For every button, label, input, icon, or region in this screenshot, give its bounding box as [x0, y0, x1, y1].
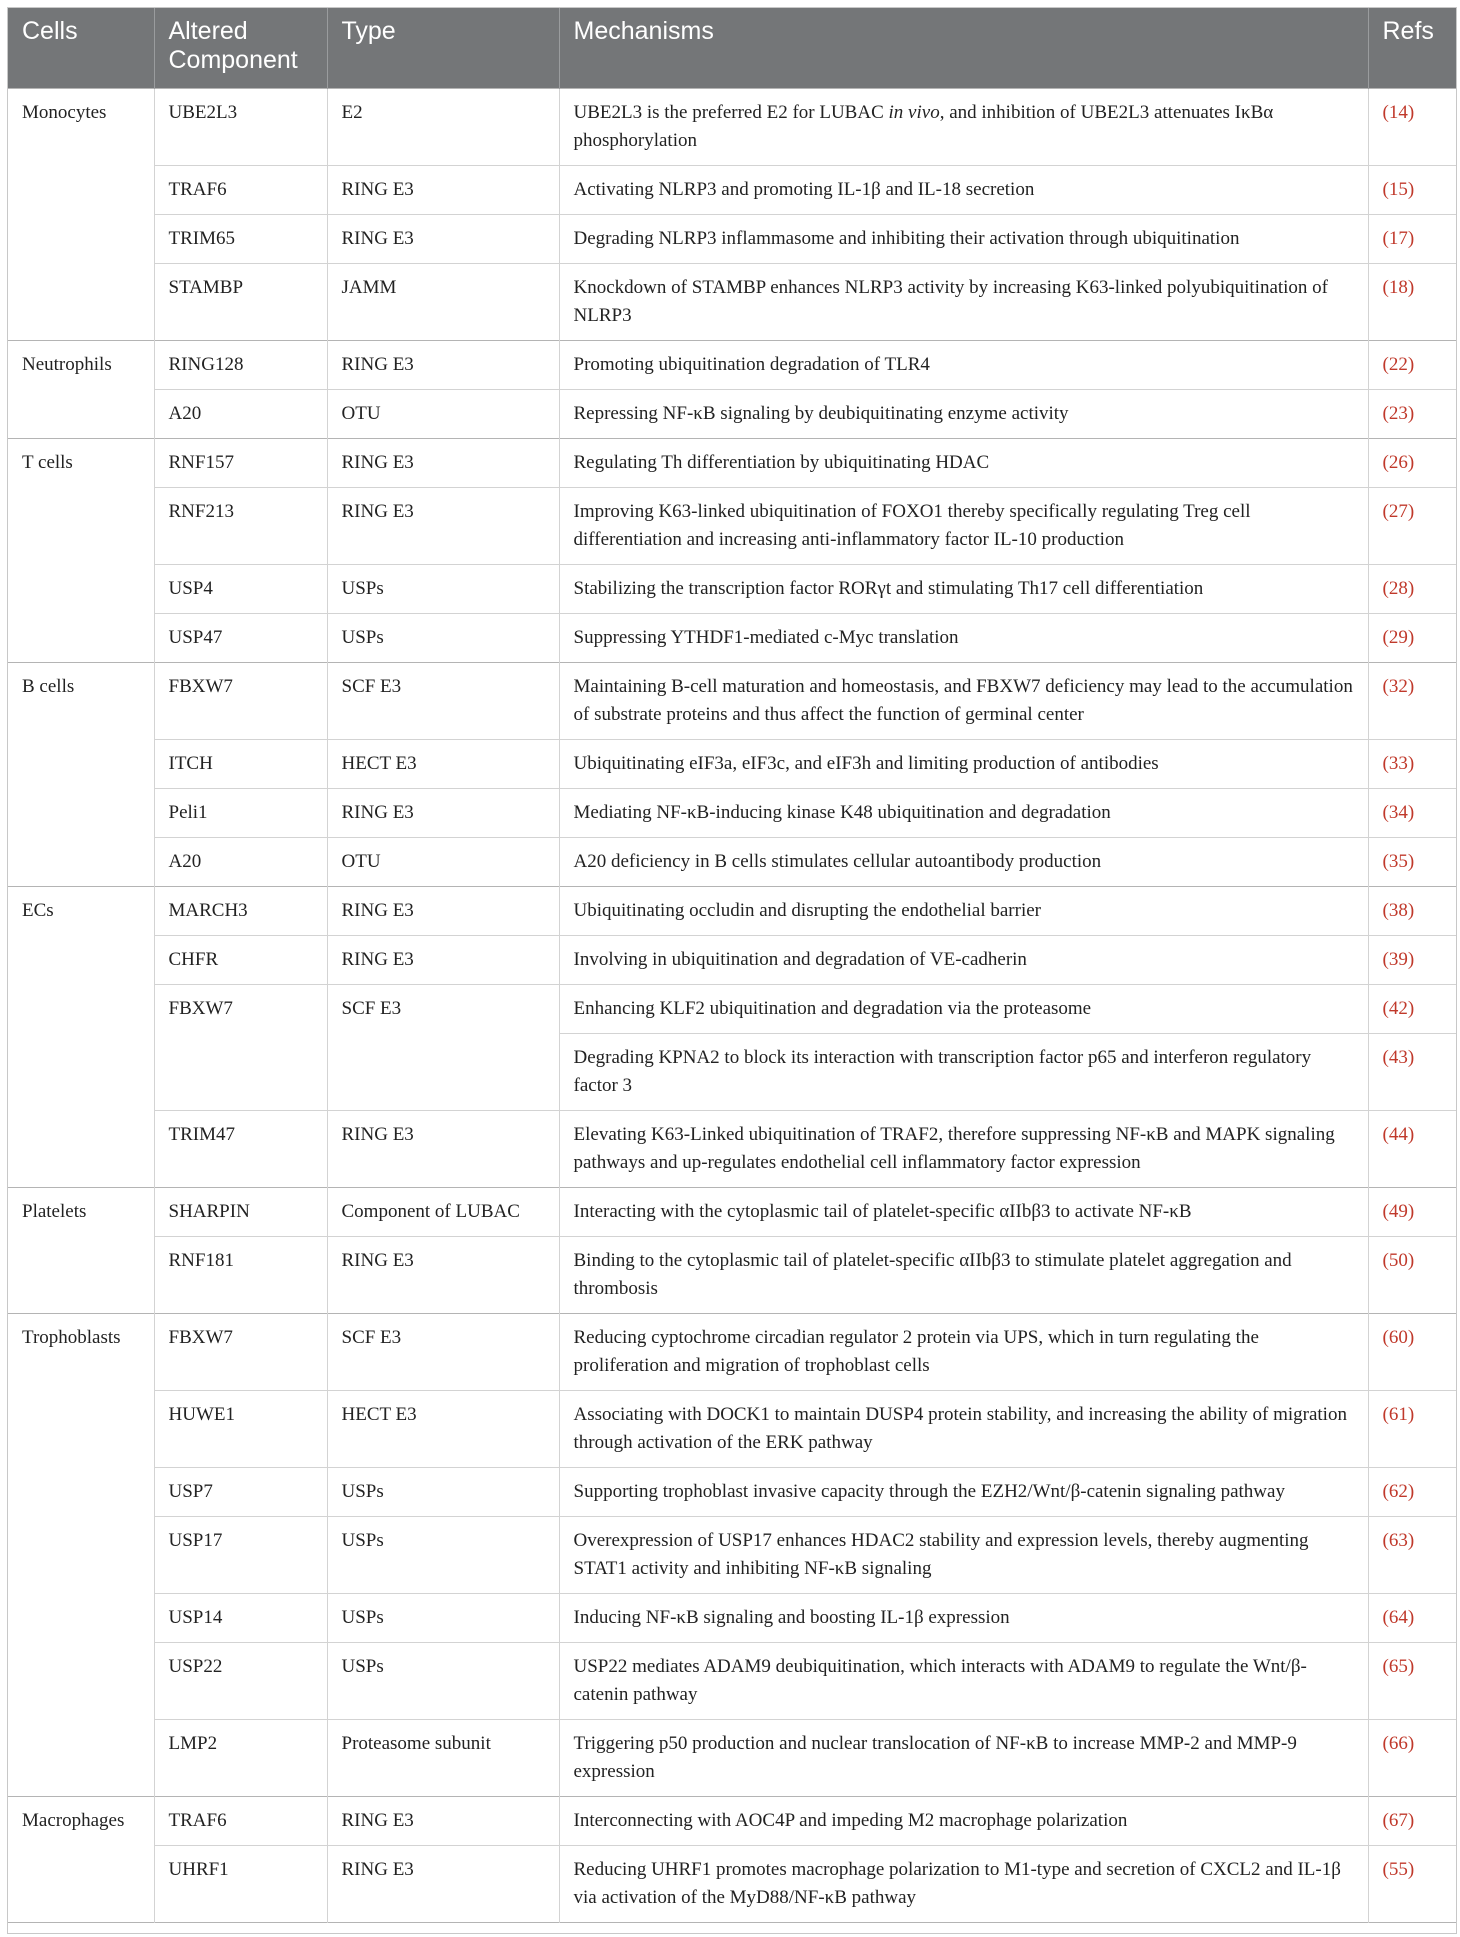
reference-link[interactable]: (17) [1368, 214, 1457, 263]
cell-type-label: T cells [8, 438, 154, 662]
altered-component: TRIM47 [154, 1110, 327, 1187]
component-type: RING E3 [327, 935, 559, 984]
altered-component: FBXW7 [154, 662, 327, 739]
reference-link[interactable]: (44) [1368, 1110, 1457, 1187]
table-row [8, 1796, 1457, 1845]
altered-component: RNF181 [154, 1236, 327, 1313]
component-type: RING E3 [327, 214, 559, 263]
component-type: HECT E3 [327, 739, 559, 788]
mechanism: Involving in ubiquitination and degradation of VE-cadherin [559, 935, 1368, 984]
component-type: OTU [327, 389, 559, 438]
reference-link[interactable]: (64) [1368, 1593, 1457, 1642]
mechanism: Supporting trophoblast invasive capacity through the EZH2/Wnt/β-catenin signaling pathway [559, 1467, 1368, 1516]
mechanism: USP22 mediates ADAM9 deubiquitination, which interacts with ADAM9 to regulate the Wnt/β-catenin pathway [559, 1642, 1368, 1719]
component-type: JAMM [327, 263, 559, 340]
table-row [8, 739, 1457, 788]
table-row [8, 1110, 1457, 1187]
mechanism: Activating NLRP3 and promoting IL-1β and IL-18 secretion [559, 165, 1368, 214]
component-type: E2 [327, 88, 559, 165]
table-row [8, 88, 1457, 165]
reference-link[interactable]: (63) [1368, 1516, 1457, 1593]
ubiquitination-table [8, 8, 1457, 1934]
component-type: SCF E3 [327, 1313, 559, 1390]
component-type: RING E3 [327, 1796, 559, 1845]
table-row [8, 1642, 1457, 1719]
altered-component: RNF157 [154, 438, 327, 487]
table-row [8, 438, 1457, 487]
reference-link[interactable]: (60) [1368, 1313, 1457, 1390]
mechanism: Repressing NF-κB signaling by deubiquitinating enzyme activity [559, 389, 1368, 438]
mechanism: Binding to the cytoplasmic tail of platelet-specific αIIbβ3 to stimulate platelet aggregation and thrombosis [559, 1236, 1368, 1313]
mechanism: Ubiquitinating eIF3a, eIF3c, and eIF3h and limiting production of antibodies [559, 739, 1368, 788]
table-row [8, 165, 1457, 214]
table-row [8, 487, 1457, 564]
reference-link[interactable]: (18) [1368, 263, 1457, 340]
header-mechanisms: Mechanisms [559, 8, 1368, 88]
altered-component: UHRF1 [154, 1845, 327, 1922]
component-type: RING E3 [327, 788, 559, 837]
mechanism: Overexpression of USP17 enhances HDAC2 stability and expression levels, thereby augmenting STAT1 activity and inhibiting NF-κB signaling [559, 1516, 1368, 1593]
altered-component: MARCH3 [154, 886, 327, 935]
table-row [8, 837, 1457, 886]
component-type: Proteasome subunit [327, 1719, 559, 1796]
table-body [8, 88, 1457, 1934]
reference-link[interactable]: (66) [1368, 1719, 1457, 1796]
table-row [8, 1467, 1457, 1516]
altered-component: FBXW7 [154, 1313, 327, 1390]
reference-link[interactable]: (50) [1368, 1236, 1457, 1313]
component-type: SCF E3 [327, 984, 559, 1110]
mechanism: Enhancing KLF2 ubiquitination and degradation via the proteasome [559, 984, 1368, 1033]
cell-type-label: Trophoblasts [8, 1313, 154, 1796]
component-type: RING E3 [327, 340, 559, 389]
reference-link[interactable]: (33) [1368, 739, 1457, 788]
altered-component: TRAF6 [154, 165, 327, 214]
table-row [8, 1187, 1457, 1236]
mechanism: Interconnecting with AOC4P and impeding M2 macrophage polarization [559, 1796, 1368, 1845]
altered-component: USP22 [154, 1642, 327, 1719]
reference-link[interactable]: (43) [1368, 1033, 1457, 1110]
mechanism: Suppressing YTHDF1-mediated c-Myc translation [559, 613, 1368, 662]
component-type: Component of LUBAC [327, 1187, 559, 1236]
altered-component: A20 [154, 837, 327, 886]
table-row [8, 564, 1457, 613]
reference-link[interactable]: (22) [1368, 340, 1457, 389]
reference-link[interactable]: (42) [1368, 984, 1457, 1033]
header-altered-component: Altered Component [154, 8, 327, 88]
mechanism: Reducing UHRF1 promotes macrophage polarization to M1-type and secretion of CXCL2 and IL-1β via activation of the MyD88/NF-κB pathway [559, 1845, 1368, 1922]
altered-component: RING128 [154, 340, 327, 389]
header-refs: Refs [1368, 8, 1457, 88]
mechanism: Promoting ubiquitination degradation of TLR4 [559, 340, 1368, 389]
table-row [8, 214, 1457, 263]
header-cells: Cells [8, 8, 154, 88]
altered-component: ITCH [154, 739, 327, 788]
component-type: USPs [327, 1516, 559, 1593]
component-type: RING E3 [327, 487, 559, 564]
altered-component: A20 [154, 389, 327, 438]
cell-type-label: Monocytes [8, 88, 154, 340]
altered-component: SHARPIN [154, 1187, 327, 1236]
table-row [8, 886, 1457, 935]
reference-link[interactable]: (14) [1368, 88, 1457, 165]
altered-component: TRAF6 [154, 1796, 327, 1845]
component-type: RING E3 [327, 1236, 559, 1313]
component-type: USPs [327, 1593, 559, 1642]
mechanism: UBE2L3 is the preferred E2 for LUBAC in vivo, and inhibition of UBE2L3 attenuates IκBα phosphorylation [559, 88, 1368, 165]
mechanism: Interacting with the cytoplasmic tail of platelet-specific αIIbβ3 to activate NF-κB [559, 1187, 1368, 1236]
table-footer-row [8, 1922, 1457, 1934]
altered-component: RNF213 [154, 487, 327, 564]
reference-link[interactable]: (65) [1368, 1642, 1457, 1719]
component-type: RING E3 [327, 1845, 559, 1922]
table-row [8, 1313, 1457, 1390]
header-type: Type [327, 8, 559, 88]
table-row [8, 1593, 1457, 1642]
component-type: RING E3 [327, 165, 559, 214]
reference-link[interactable]: (34) [1368, 788, 1457, 837]
reference-link[interactable]: (26) [1368, 438, 1457, 487]
component-type: OTU [327, 837, 559, 886]
table-row [8, 1845, 1457, 1922]
reference-link[interactable]: (28) [1368, 564, 1457, 613]
altered-component: HUWE1 [154, 1390, 327, 1467]
reference-link[interactable]: (49) [1368, 1187, 1457, 1236]
reference-link[interactable]: (32) [1368, 662, 1457, 739]
table-row [8, 662, 1457, 739]
mechanism: Maintaining B-cell maturation and homeostasis, and FBXW7 deficiency may lead to the accumulation of substrate proteins and thus affect the function of germinal center [559, 662, 1368, 739]
table-row [8, 340, 1457, 389]
mechanism: A20 deficiency in B cells stimulates cellular autoantibody production [559, 837, 1368, 886]
mechanism: Improving K63-linked ubiquitination of FOXO1 thereby specifically regulating Treg cell differentiation and increasing anti-inflammatory factor IL-10 production [559, 487, 1368, 564]
component-type: USPs [327, 1467, 559, 1516]
mechanism: Triggering p50 production and nuclear translocation of NF-κB to increase MMP-2 and MMP-9 expression [559, 1719, 1368, 1796]
table-row [8, 1390, 1457, 1467]
table-row [8, 788, 1457, 837]
cell-type-label: Macrophages [8, 1796, 154, 1922]
altered-component: TRIM65 [154, 214, 327, 263]
component-type: SCF E3 [327, 662, 559, 739]
mechanism: Knockdown of STAMBP enhances NLRP3 activity by increasing K63-linked polyubiquitination of NLRP3 [559, 263, 1368, 340]
altered-component: USP4 [154, 564, 327, 613]
reference-link[interactable]: (67) [1368, 1796, 1457, 1845]
reference-link[interactable]: (23) [1368, 389, 1457, 438]
mechanism: Inducing NF-κB signaling and boosting IL-1β expression [559, 1593, 1368, 1642]
table-footer-cell [8, 1922, 1457, 1934]
altered-component: LMP2 [154, 1719, 327, 1796]
mechanism: Degrading NLRP3 inflammasome and inhibiting their activation through ubiquitination [559, 214, 1368, 263]
table-row [8, 389, 1457, 438]
altered-component: USP17 [154, 1516, 327, 1593]
mechanism: Reducing cyptochrome circadian regulator 2 protein via UPS, which in turn regulating the proliferation and migration of trophoblast cells [559, 1313, 1368, 1390]
component-type: RING E3 [327, 1110, 559, 1187]
component-type: USPs [327, 1642, 559, 1719]
table-row [8, 1516, 1457, 1593]
reference-link[interactable]: (61) [1368, 1390, 1457, 1467]
table-row [8, 935, 1457, 984]
component-type: RING E3 [327, 886, 559, 935]
reference-link[interactable]: (15) [1368, 165, 1457, 214]
altered-component: UBE2L3 [154, 88, 327, 165]
mechanism: Ubiquitinating occludin and disrupting the endothelial barrier [559, 886, 1368, 935]
altered-component: USP47 [154, 613, 327, 662]
reference-link[interactable]: (39) [1368, 935, 1457, 984]
mechanism: Regulating Th differentiation by ubiquitinating HDAC [559, 438, 1368, 487]
table-container [7, 7, 1457, 1934]
header-row [8, 8, 1457, 88]
altered-component: USP14 [154, 1593, 327, 1642]
component-type: RING E3 [327, 438, 559, 487]
cell-type-label: Platelets [8, 1187, 154, 1313]
mechanism: Degrading KPNA2 to block its interaction with transcription factor p65 and interferon regulatory factor 3 [559, 1033, 1368, 1110]
reference-link[interactable]: (55) [1368, 1845, 1457, 1922]
reference-link[interactable]: (38) [1368, 886, 1457, 935]
component-type: USPs [327, 613, 559, 662]
altered-component: FBXW7 [154, 984, 327, 1110]
reference-link[interactable]: (62) [1368, 1467, 1457, 1516]
table-row [8, 1719, 1457, 1796]
altered-component: Peli1 [154, 788, 327, 837]
table-row [8, 1236, 1457, 1313]
table-row [8, 263, 1457, 340]
mechanism: Elevating K63-Linked ubiquitination of TRAF2, therefore suppressing NF-κB and MAPK signaling pathways and up-regulates endothelial cell inflammatory factor expression [559, 1110, 1368, 1187]
cell-type-label: B cells [8, 662, 154, 886]
cell-type-label: ECs [8, 886, 154, 1187]
altered-component: USP7 [154, 1467, 327, 1516]
altered-component: STAMBP [154, 263, 327, 340]
table-row [8, 984, 1457, 1033]
table-row [8, 613, 1457, 662]
reference-link[interactable]: (29) [1368, 613, 1457, 662]
cell-type-label: Neutrophils [8, 340, 154, 438]
altered-component: CHFR [154, 935, 327, 984]
mechanism: Stabilizing the transcription factor RORγt and stimulating Th17 cell differentiation [559, 564, 1368, 613]
mechanism: Mediating NF-κB-inducing kinase K48 ubiquitination and degradation [559, 788, 1368, 837]
reference-link[interactable]: (27) [1368, 487, 1457, 564]
reference-link[interactable]: (35) [1368, 837, 1457, 886]
mechanism: Associating with DOCK1 to maintain DUSP4 protein stability, and increasing the ability of migration through activation of the ERK pathway [559, 1390, 1368, 1467]
component-type: HECT E3 [327, 1390, 559, 1467]
component-type: USPs [327, 564, 559, 613]
